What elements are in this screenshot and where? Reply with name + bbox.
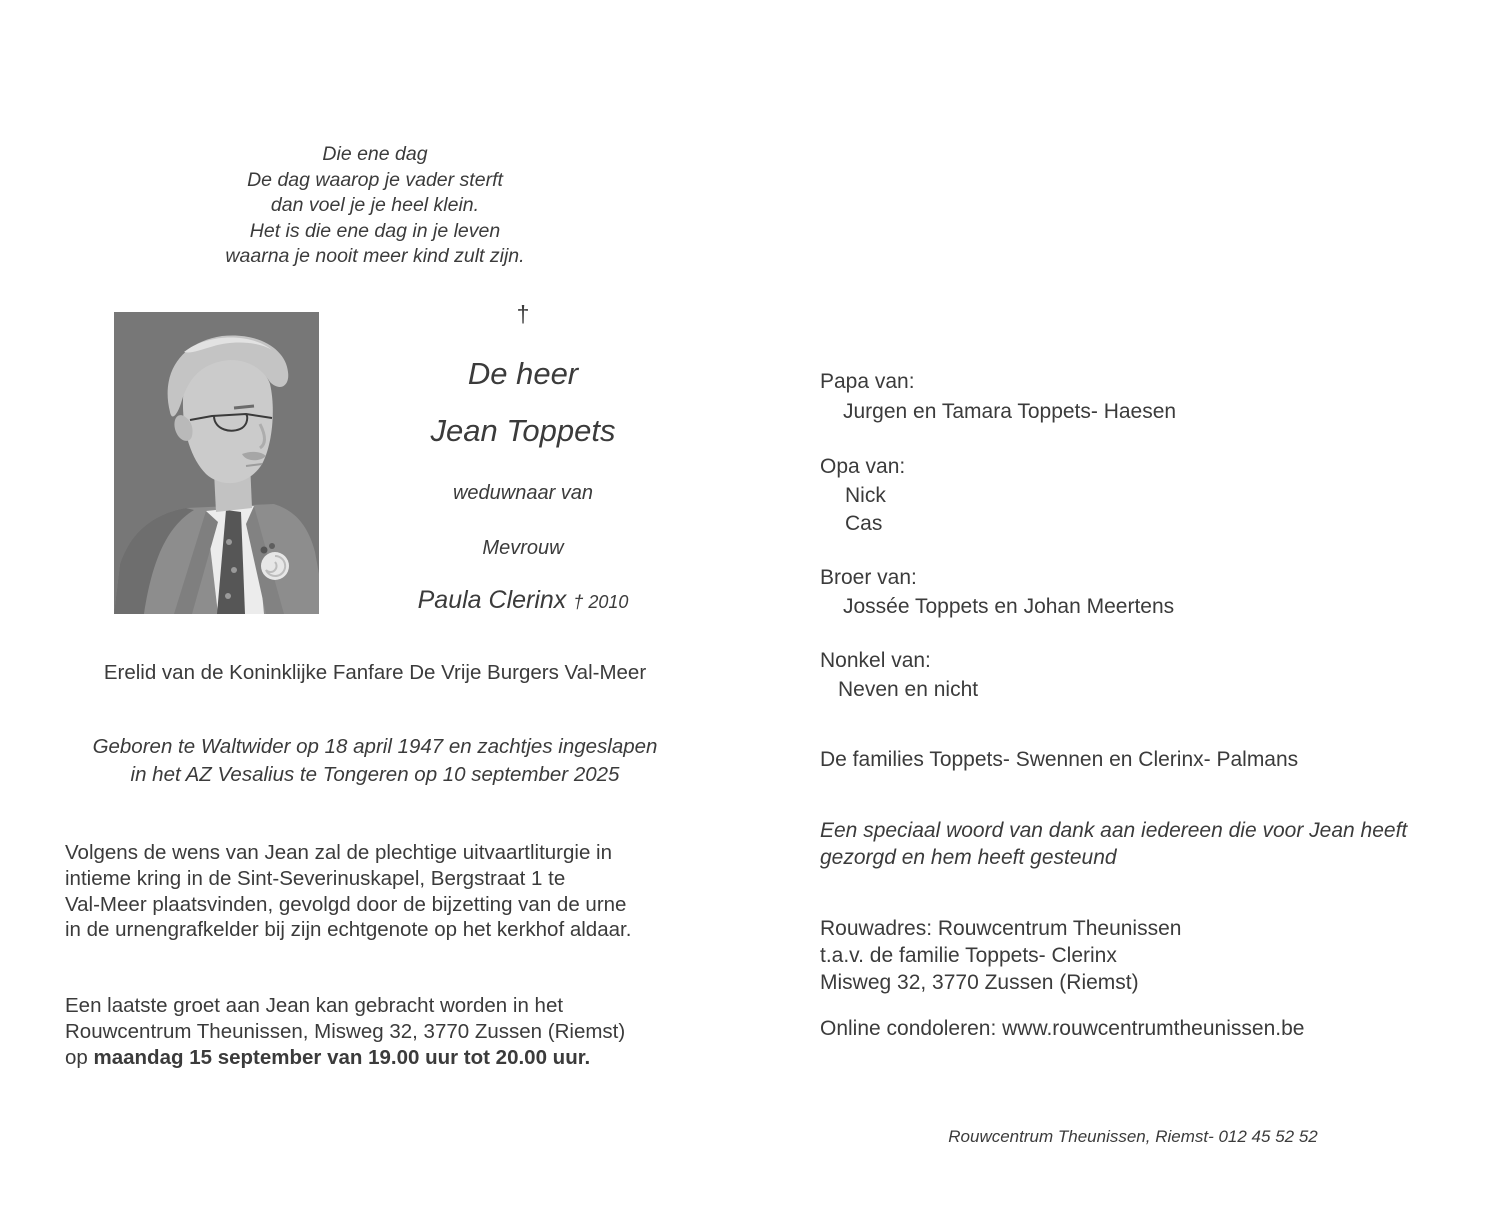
poem-line: dan voel je je heel klein. [270, 194, 480, 216]
ceremony-line: Val-Meer plaatsvinden, gevolgd door de bijzetting van de urne [65, 892, 627, 916]
mourning-address-line: t.a.v. de familie Toppets- Clerinx [820, 944, 1117, 967]
spouse-name: Paula Clerinx [417, 586, 567, 614]
family-label-opa: Opa van: [820, 455, 906, 478]
families-line: De families Toppets- Swennen en Clerinx- Palmans [820, 748, 1299, 771]
footer-funeral-home: Rouwcentrum Theunissen, Riemst- 012 45 52 52 [948, 1127, 1318, 1146]
visitation-line: Een laatste groet aan Jean kan gebracht worden in het [65, 994, 564, 1017]
family-name: Nick [845, 484, 886, 507]
deceased-name: Jean Toppets [430, 413, 616, 448]
family-name: Jurgen en Tamara Toppets- Haesen [843, 400, 1177, 423]
honorary-line: Erelid van de Koninklijke Fanfare De Vrije Burgers Val-Meer [103, 661, 647, 684]
ceremony-line: Volgens de wens van Jean zal de plechtige uitvaartliturgie in [65, 841, 613, 864]
mourning-address-line: Rouwadres: Rouwcentrum Theunissen [820, 917, 1182, 940]
life-dates-line: Geboren te Waltwider op 18 april 1947 en zachtjes ingeslapen [92, 735, 658, 758]
visitation-prefix: op [65, 1045, 94, 1069]
visitation-datetime-line [65, 1045, 705, 1071]
thanks-line: gezorgd en hem heeft gesteund [820, 845, 1117, 869]
ceremony-line: intieme kring in de Sint-Severinuskapel, Bergstraat 1 te [65, 866, 566, 890]
thanks-line: Een speciaal woord van dank aan iedereen die voor Jean heeft [820, 819, 1408, 842]
poem-line: waarna je nooit meer kind zult zijn. [225, 245, 525, 267]
family-name: Neven en nicht [838, 678, 979, 701]
ceremony-paragraph [65, 840, 705, 943]
family-label-papa: Papa van: [820, 370, 915, 393]
family-name: Jossée Toppets en Johan Meertens [843, 595, 1175, 618]
thanks-paragraph [820, 818, 1440, 871]
mourning-address [820, 915, 1181, 996]
life-dates [45, 733, 705, 788]
visitation-line: Rouwcentrum Theunissen, Misweg 32, 3770 Zussen (Riemst) [65, 1019, 626, 1043]
family-name: Cas [845, 512, 883, 535]
condolence-line: Online condoleren: www.rouwcentrumtheunissen.be [820, 1017, 1305, 1040]
family-label-broer: Broer van: [820, 566, 917, 589]
salutation: De heer [467, 356, 579, 391]
family-label-nonkel: Nonkel van: [820, 649, 931, 672]
visitation-paragraph [65, 993, 705, 1070]
spouse-title: Mevrouw [482, 537, 564, 559]
portrait-photo [114, 312, 319, 614]
poem-line: Die ene dag [322, 143, 428, 165]
spouse-name-line [323, 586, 723, 615]
portrait-photo-image [114, 312, 319, 614]
poem-line: De dag waarop je vader sterft [247, 168, 503, 191]
spouse-death-year: † 2010 [573, 592, 629, 612]
poem-line: Het is die ene dag in je leven [249, 219, 501, 242]
relation-label: weduwnaar van [452, 482, 594, 504]
visitation-datetime: maandag 15 september van 19.00 uur tot 20.00 uur. [93, 1045, 591, 1069]
poem [75, 142, 675, 270]
mourning-address-line: Misweg 32, 3770 Zussen (Riemst) [820, 971, 1139, 994]
cross-icon: † [516, 301, 530, 327]
life-dates-line: in het AZ Vesalius te Tongeren op 10 september 2025 [130, 762, 620, 786]
ceremony-line: in de urnengrafkelder bij zijn echtgenote op het kerkhof aldaar. [65, 918, 632, 942]
